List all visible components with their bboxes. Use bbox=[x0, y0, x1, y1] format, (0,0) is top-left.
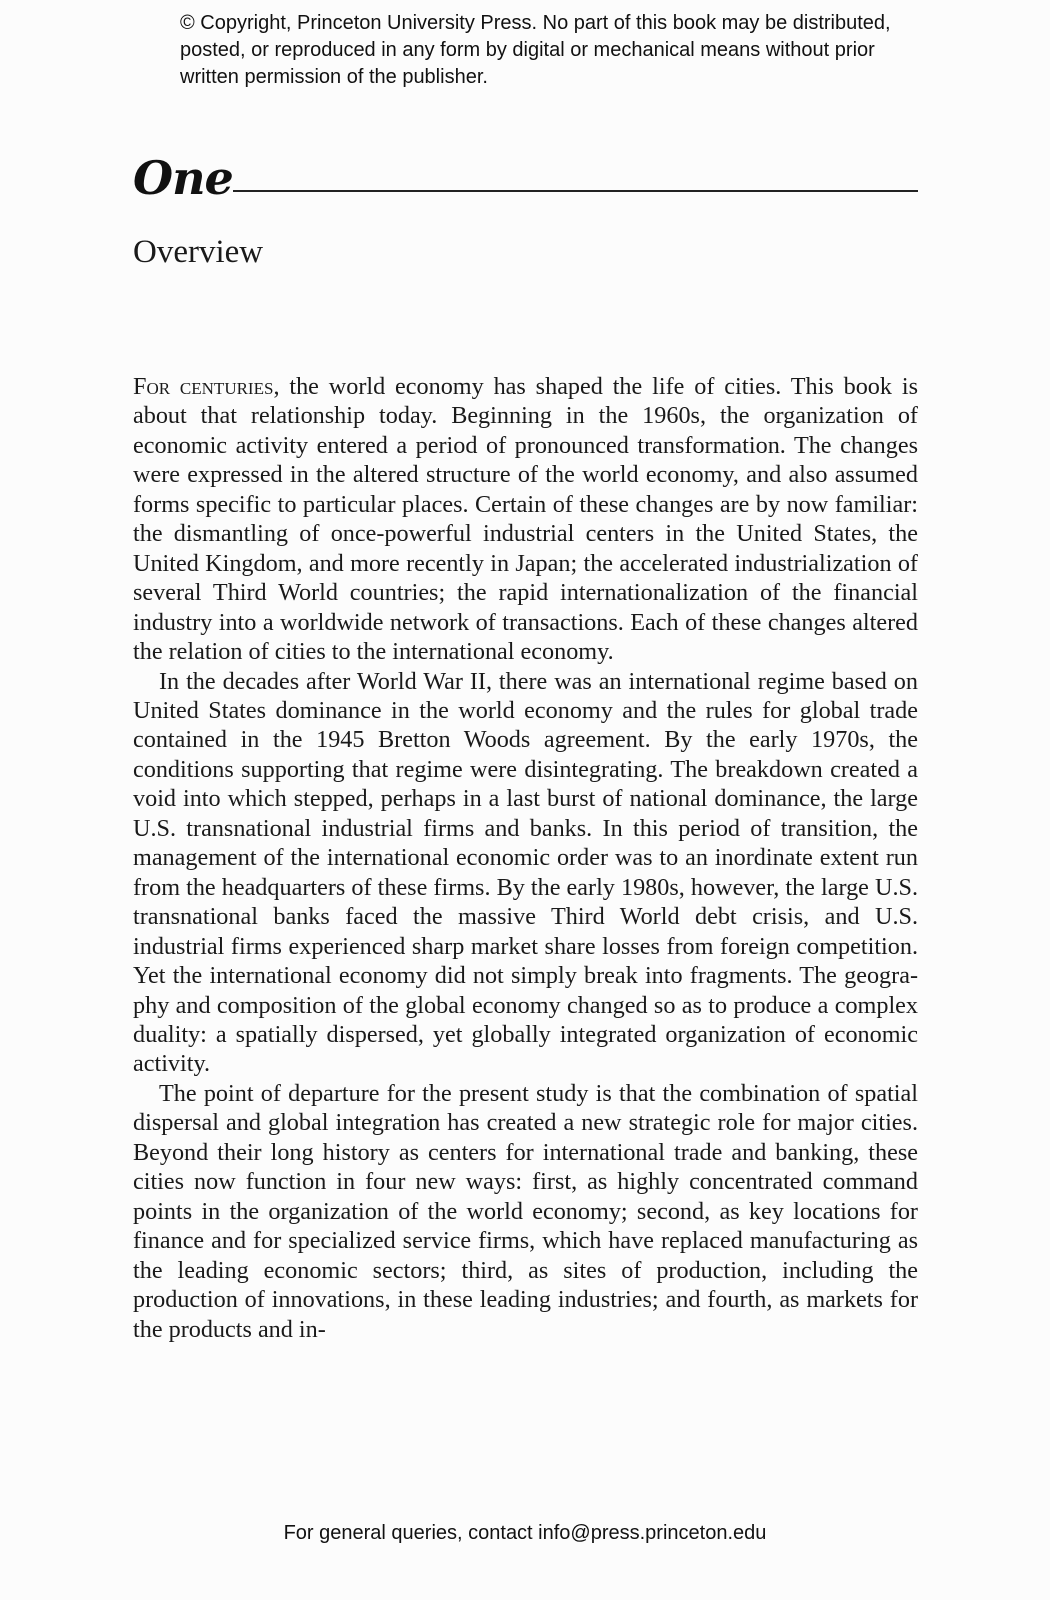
paragraph-2: In the decades after World War II, there was an international regime based on United States dominance in the world economy and the rules for global trade contained in the 1945 Bretton Woods agreement. By the early 1970s, the conditions supporting that regime were disintegrating. The breakdown created a void into which stepped, perhaps in a last burst of national dominance, the large U.S. transnational industrial firms and banks. In this period of transition, the management of the international economic order was to an inordinate extent run from the headquarters of these firms. By the early 1980s, however, the large U.S. transnational banks faced the massive Third World debt crisis, and U.S. industrial firms experienced sharp market share losses from foreign competition. Yet the international economy did not simply break into fragments. The geography and composition of the global economy changed so as to produce a complex duality: a spatially dispersed, yet globally integrated organization of economic activity. bbox=[133, 667, 918, 1078]
chapter-title: Overview bbox=[133, 234, 264, 270]
chapter-rule bbox=[233, 190, 918, 192]
copyright-notice: © Copyright, Princeton University Press. No part of this book may be distributed, posted, or reproduced in any form by digital or mechanical means without prior written permission of the publisher. bbox=[180, 12, 891, 88]
paragraph-1-text: , the world economy has shaped the life of cities. This book is about that relationship today. Beginning in the 1960s, the organization of economic activity entered a period of pronounced transformation. The changes were expressed in the altered structure of the world economy, and also assumed forms specific to particular places. Certain of these changes are by now familiar: the dismantling of once-powerful industrial centers in the United States, the United Kingdom, and more recently in Japan; the accelerated industrialization of several Third World countries; the rapid internationalization of the financial industry into a worldwide network of transactions. Each of these changes altered the relation of cities to the international economy. bbox=[133, 373, 918, 666]
paragraph-3: The point of departure for the present study is that the combination of spatial dispersal and global integration has created a new strategic role for major cities. Beyond their long history as centers for international trade and banking, these cities now function in four new ways: first, as highly concentrated command points in the organization of the world economy; second, as key locations for finance and for specialized service firms, which have replaced manufacturing as the leading economic sectors; third, as sites of production, including the production of innovations, in these leading industries; and fourth, as markets for the products and in- bbox=[133, 1079, 918, 1343]
chapter-number: One bbox=[133, 151, 233, 205]
contact-footer: For general queries, contact info@press.princeton.edu bbox=[283, 1522, 767, 1544]
paragraph-1-lead: For centuries bbox=[133, 373, 274, 400]
body-text bbox=[133, 372, 918, 1344]
paragraph-1 bbox=[133, 372, 918, 667]
chapter-heading bbox=[133, 148, 918, 208]
